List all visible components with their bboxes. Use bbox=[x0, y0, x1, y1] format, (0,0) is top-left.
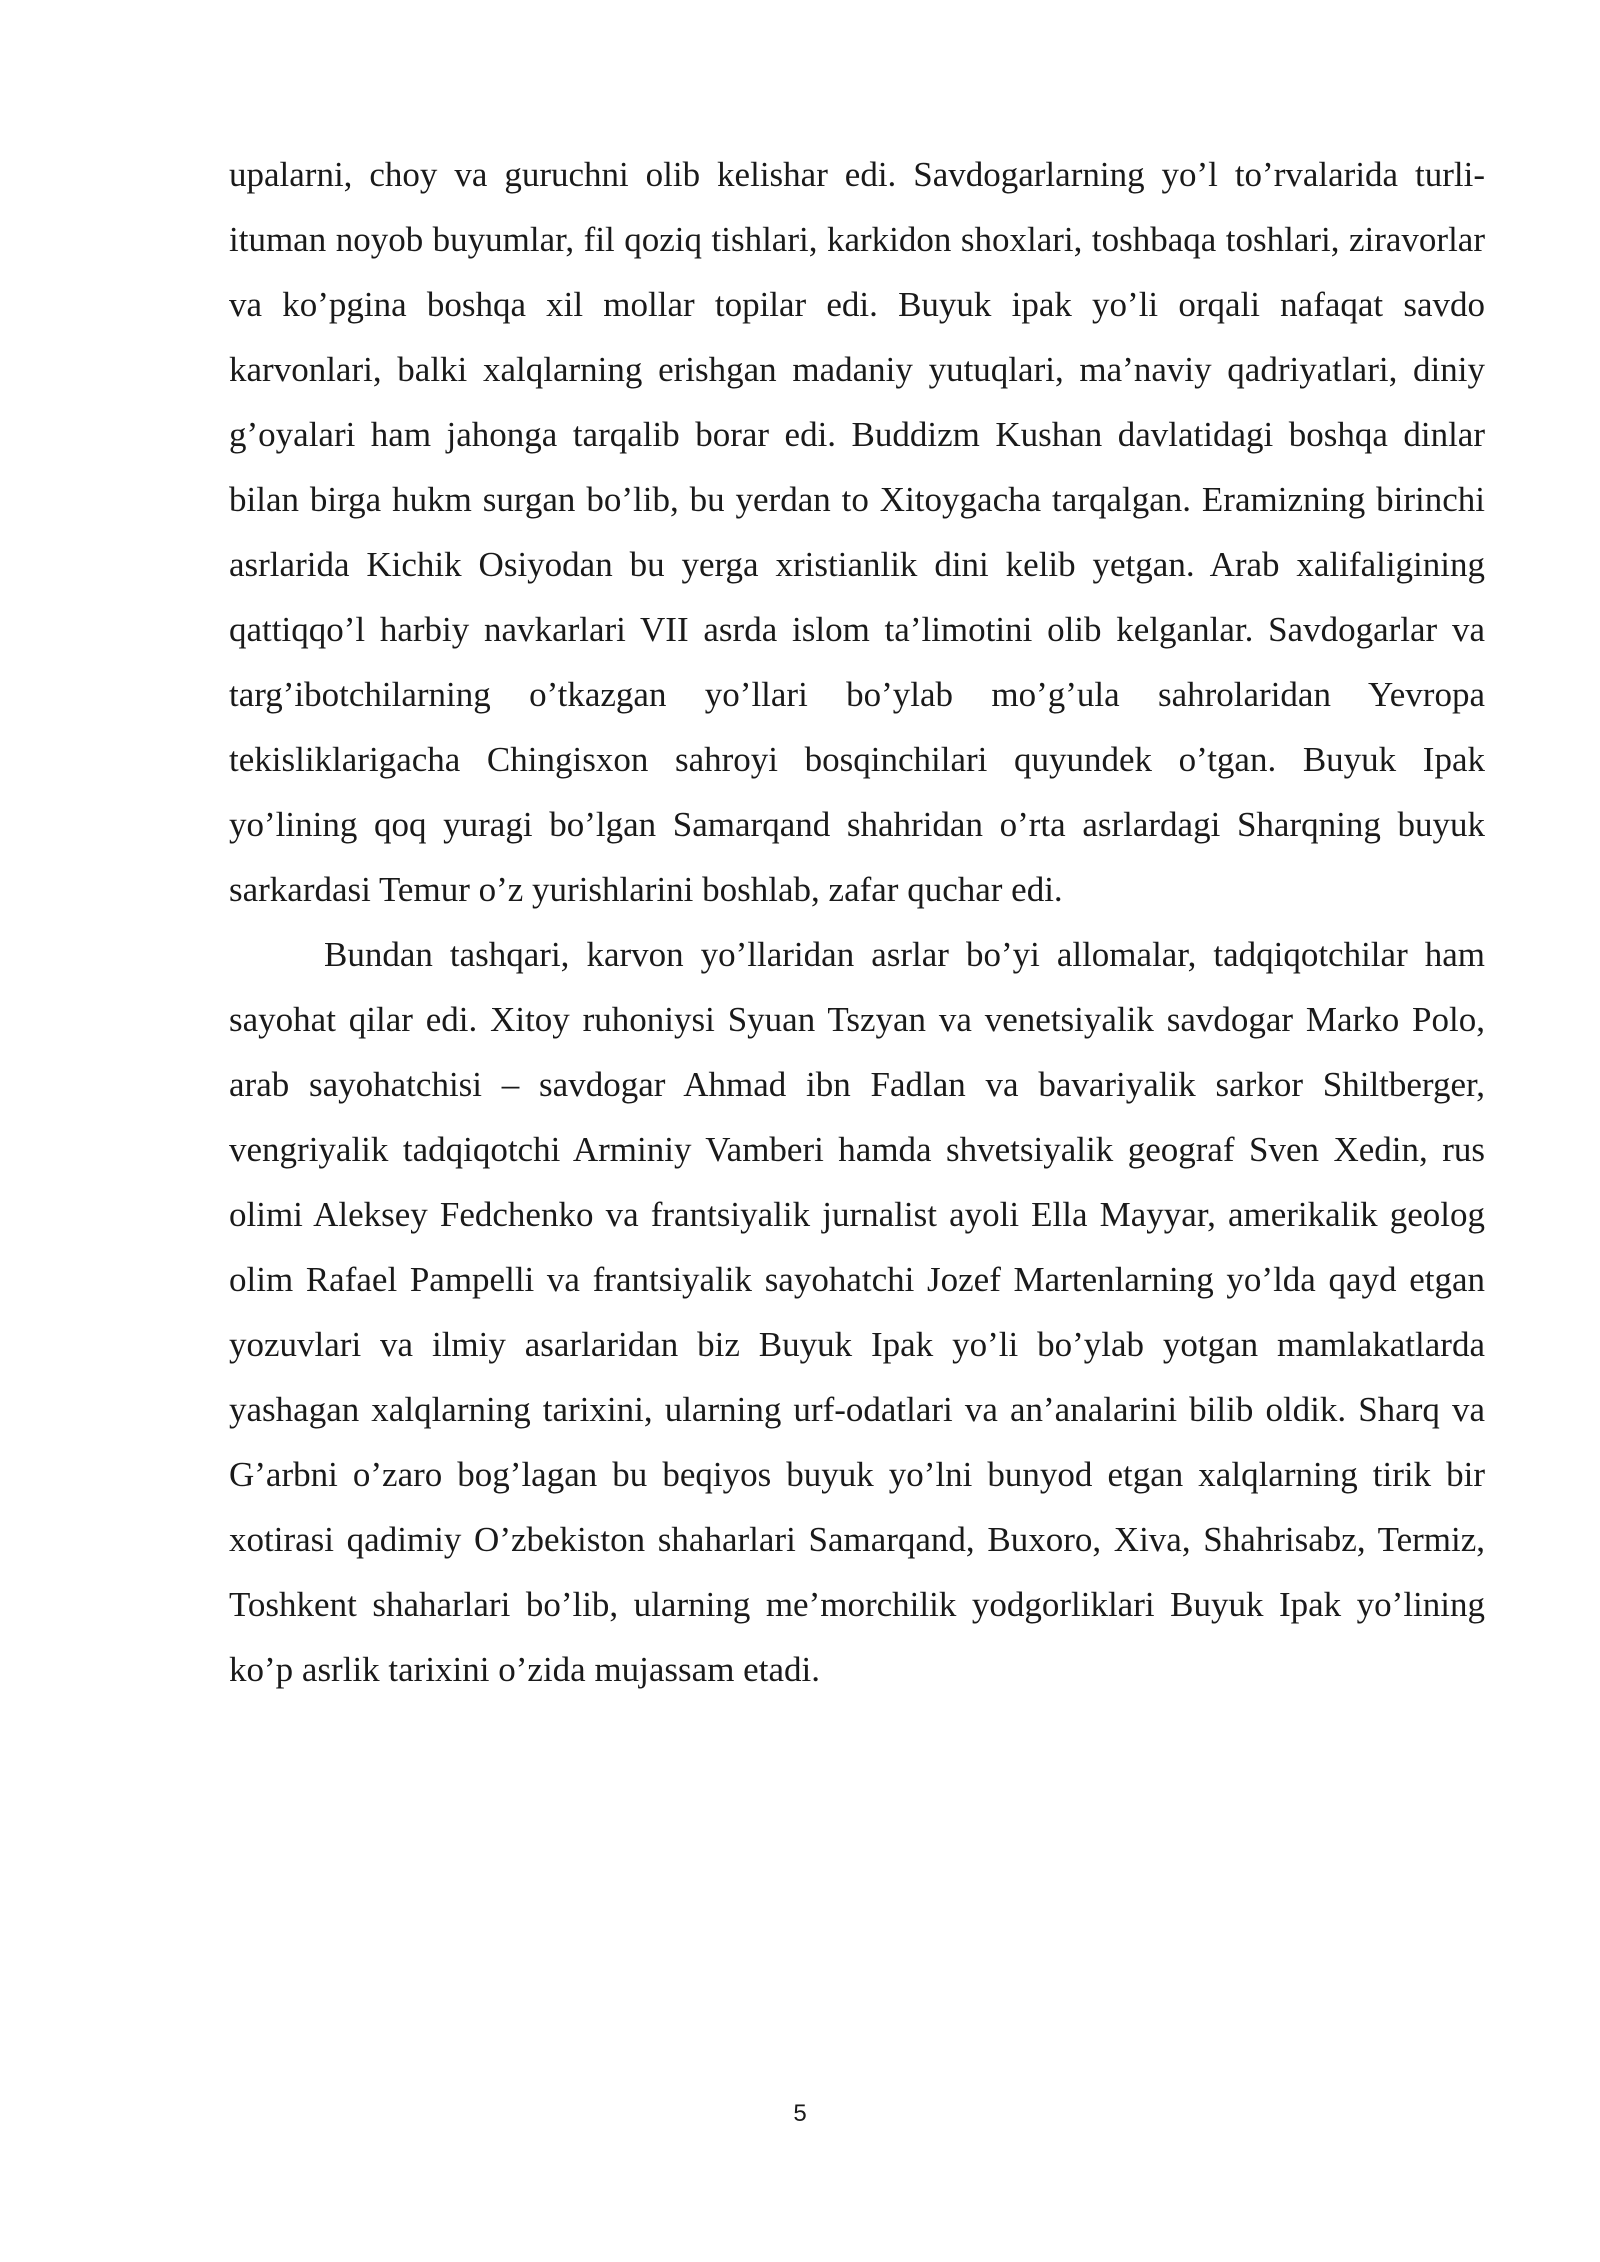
body-text bbox=[229, 142, 1485, 1702]
page-number: 5 bbox=[793, 2100, 807, 2127]
paragraph-1: upalarni, choy va guruchni olib kelishar edi. Savdogarlarning yo’l to’rvalarida turli-ituman noyob buyumlar, fil qoziq tishlari, karkidon shoxlari, toshbaqa toshlari, ziravorlar va ko’pgina boshqa xil mollar topilar edi. Buyuk ipak yo’li orqali nafaqat savdo karvonlari, balki xalqlarning erishgan madaniy yutuqlari, ma’naviy qadriyatlari, diniy g’oyalari ham jahonga tarqalib borar edi. Buddizm Kushan davlatidagi boshqa dinlar bilan birga hukm surgan bo’lib, bu yerdan to Xitoygacha tarqalgan. Eramizning birinchi asrlarida Kichik Osiyodan bu yerga xristianlik dini kelib yetgan. Arab xalifaligining qattiqqo’l harbiy navkarlari VII asrda islom ta’limotini olib kelganlar. Savdogarlar va targ’ibotchilarning o’tkazgan yo’llari bo’ylab mo’g’ula sahrolaridan Yevropa tekisliklarigacha Chingisxon sahroyi bosqinchilari quyundek o’tgan. Buyuk Ipak yo’lining qoq yuragi bo’lgan Samarqand shahridan o’rta asrlardagi Sharqning buyuk sarkardasi Temur o’z yurishlarini boshlab, zafar quchar edi. bbox=[229, 155, 1485, 909]
paragraph-2: Bundan tashqari, karvon yo’llaridan asrlar bo’yi allomalar, tadqiqotchilar ham sayohat qilar edi. Xitoy ruhoniysi Syuan Tszyan va venetsiyalik savdogar Marko Polo, arab sayohatchisi – savdogar Ahmad ibn Fadlan va bavariyalik sarkor Shiltberger, vengriyalik tadqiqotchi Arminiy Vamberi hamda shvetsiyalik geograf Sven Xedin, rus olimi Aleksey Fedchenko va frantsiyalik jurnalist ayoli Ella Mayyar, amerikalik geolog olim Rafael Pampelli va frantsiyalik sayohatchi Jozef Martenlarning yo’lda qayd etgan yozuvlari va ilmiy asarlaridan biz Buyuk Ipak yo’li bo’ylab yotgan mamlakatlarda yashagan xalqlarning tarixini, ularning urf-odatlari va an’analarini bilib oldik. Sharq va G’arbni o’zaro bog’lagan bu beqiyos buyuk yo’lni bunyod etgan xalqlarning tirik bir xotirasi qadimiy O’zbekiston shaharlari Samarqand, Buxoro, Xiva, Shahrisabz, Termiz, Toshkent shaharlari bo’lib, ularning me’morchilik yodgorliklari Buyuk Ipak yo’lining ko’p asrlik tarixini o’zida mujassam etadi. bbox=[229, 935, 1485, 1689]
